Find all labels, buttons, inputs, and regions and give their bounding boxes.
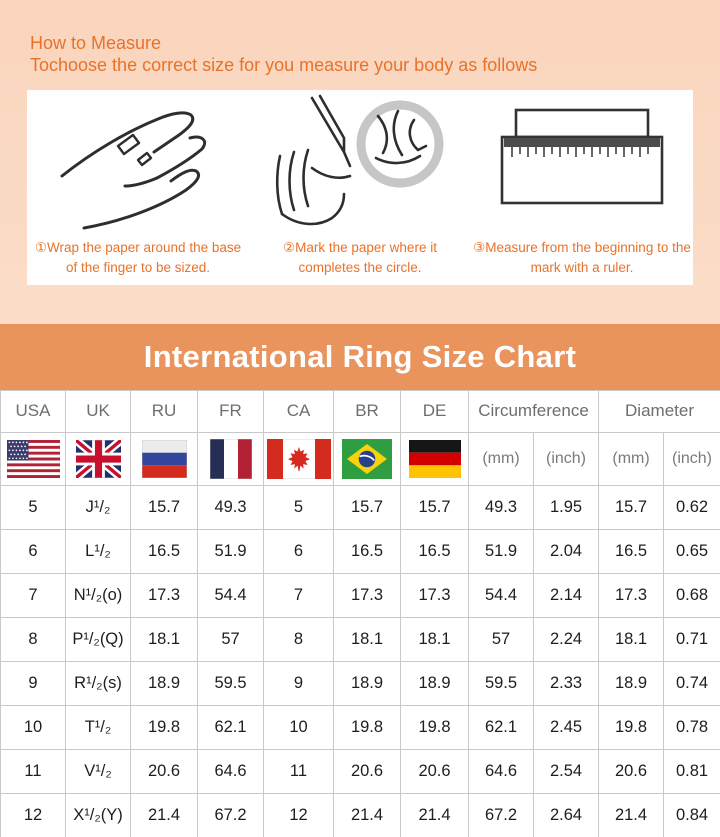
size-table-body	[1, 485, 720, 837]
col-header-usa: USA	[1, 390, 66, 432]
flag-header-row	[1, 432, 720, 485]
size-cell: 16.5	[401, 529, 469, 573]
size-cell: T¹/₂	[66, 705, 131, 749]
diameter-inch-header: (inch)	[664, 432, 720, 485]
size-cell: 20.6	[401, 749, 469, 793]
size-cell: 16.5	[131, 529, 198, 573]
size-cell: 2.33	[534, 661, 599, 705]
table-row	[1, 705, 720, 749]
size-cell: 18.1	[599, 617, 664, 661]
step-illustrations	[27, 94, 693, 234]
size-cell: 18.1	[334, 617, 401, 661]
size-cell: 2.04	[534, 529, 599, 573]
size-cell: 9	[1, 661, 66, 705]
size-cell: 17.3	[599, 573, 664, 617]
size-cell: 0.62	[664, 485, 720, 529]
size-cell: 49.3	[469, 485, 534, 529]
circumference-inch-header: (inch)	[534, 432, 599, 485]
brazil-flag-icon	[342, 439, 392, 479]
uk-flag-icon	[76, 440, 121, 478]
size-cell: V¹/₂	[66, 749, 131, 793]
size-cell: 21.4	[401, 793, 469, 837]
size-cell: 0.65	[664, 529, 720, 573]
col-header-circumference: Circumference	[469, 390, 599, 432]
size-cell: 1.95	[534, 485, 599, 529]
size-cell: 15.7	[401, 485, 469, 529]
size-cell: 15.7	[599, 485, 664, 529]
measure-steps-box	[27, 90, 693, 285]
page-title: How to Measure	[30, 33, 162, 53]
size-cell: 51.9	[469, 529, 534, 573]
step-3-figure	[471, 94, 693, 234]
step-1-figure	[27, 94, 249, 234]
size-cell: J¹/₂	[66, 485, 131, 529]
diameter-mm-header: (mm)	[599, 432, 664, 485]
step-captions	[27, 238, 693, 279]
size-cell: 49.3	[198, 485, 264, 529]
size-cell: 7	[264, 573, 334, 617]
size-cell: 5	[1, 485, 66, 529]
size-cell: 9	[264, 661, 334, 705]
france-flag-icon	[210, 439, 252, 479]
page-header	[0, 0, 720, 77]
size-cell: 18.9	[334, 661, 401, 705]
country-code-header-row	[1, 390, 720, 432]
page-subtitle: Tochoose the correct size for you measure your body as follows	[30, 54, 538, 75]
col-header-uk: UK	[66, 390, 131, 432]
size-cell: R¹/₂(s)	[66, 661, 131, 705]
size-cell: 17.3	[131, 573, 198, 617]
size-cell: 6	[1, 529, 66, 573]
col-header-ca: CA	[264, 390, 334, 432]
step-2-caption: ②Mark the paper where it completes the circle.	[283, 239, 437, 276]
col-header-ru: RU	[131, 390, 198, 432]
size-cell: 0.78	[664, 705, 720, 749]
table-row	[1, 793, 720, 837]
size-cell: 57	[198, 617, 264, 661]
size-cell: 6	[264, 529, 334, 573]
size-cell: 0.68	[664, 573, 720, 617]
size-cell: 57	[469, 617, 534, 661]
size-cell: X¹/₂(Y)	[66, 793, 131, 837]
size-cell: 64.6	[469, 749, 534, 793]
size-cell: N¹/₂(o)	[66, 573, 131, 617]
size-cell: 19.8	[401, 705, 469, 749]
size-cell: 20.6	[599, 749, 664, 793]
step-1-caption: ①Wrap the paper around the base of the finger to be sized.	[34, 239, 242, 276]
step-2-figure	[249, 94, 471, 234]
size-cell: 16.5	[599, 529, 664, 573]
col-header-br: BR	[334, 390, 401, 432]
size-cell: L¹/₂	[66, 529, 131, 573]
size-cell: 62.1	[469, 705, 534, 749]
size-cell: 10	[264, 705, 334, 749]
size-cell: 2.64	[534, 793, 599, 837]
hand-with-paper-strip-icon	[32, 94, 244, 234]
size-cell: 12	[264, 793, 334, 837]
size-cell: 2.45	[534, 705, 599, 749]
size-cell: 10	[1, 705, 66, 749]
size-cell: 19.8	[599, 705, 664, 749]
table-row	[1, 749, 720, 793]
size-cell: 8	[1, 617, 66, 661]
size-cell: 2.14	[534, 573, 599, 617]
size-cell: 18.9	[131, 661, 198, 705]
size-cell: 51.9	[198, 529, 264, 573]
size-cell: 64.6	[198, 749, 264, 793]
size-cell: 15.7	[131, 485, 198, 529]
size-cell: 0.81	[664, 749, 720, 793]
size-cell: 0.84	[664, 793, 720, 837]
table-row	[1, 617, 720, 661]
size-cell: 2.24	[534, 617, 599, 661]
size-cell: 8	[264, 617, 334, 661]
size-cell: 21.4	[334, 793, 401, 837]
russia-flag-icon	[142, 440, 187, 478]
size-cell: 20.6	[131, 749, 198, 793]
table-row	[1, 529, 720, 573]
size-cell: 15.7	[334, 485, 401, 529]
size-cell: 2.54	[534, 749, 599, 793]
table-row	[1, 661, 720, 705]
canada-flag-icon	[267, 439, 331, 479]
size-cell: 21.4	[131, 793, 198, 837]
size-cell: 0.74	[664, 661, 720, 705]
size-cell: 62.1	[198, 705, 264, 749]
size-cell: 67.2	[469, 793, 534, 837]
size-cell: 54.4	[469, 573, 534, 617]
size-cell: 5	[264, 485, 334, 529]
circumference-mm-header: (mm)	[469, 432, 534, 485]
hand-marking-with-pen-icon	[254, 94, 466, 234]
size-cell: 18.1	[131, 617, 198, 661]
size-cell: 18.9	[599, 661, 664, 705]
size-cell: 12	[1, 793, 66, 837]
size-cell: 11	[1, 749, 66, 793]
col-header-fr: FR	[198, 390, 264, 432]
col-header-diameter: Diameter	[599, 390, 720, 432]
ring-size-table	[0, 390, 720, 837]
size-cell: 17.3	[401, 573, 469, 617]
chart-banner-title: International Ring Size Chart	[143, 338, 577, 374]
size-cell: 21.4	[599, 793, 664, 837]
size-cell: 54.4	[198, 573, 264, 617]
size-cell: P¹/₂(Q)	[66, 617, 131, 661]
col-header-de: DE	[401, 390, 469, 432]
size-cell: 59.5	[198, 661, 264, 705]
size-cell: 59.5	[469, 661, 534, 705]
step-3-caption: ③Measure from the beginning to the mark with a ruler.	[473, 239, 691, 276]
chart-banner	[0, 324, 720, 390]
size-cell: 11	[264, 749, 334, 793]
usa-flag-icon	[7, 440, 60, 478]
germany-flag-icon	[409, 440, 461, 478]
size-cell: 18.1	[401, 617, 469, 661]
table-row	[1, 573, 720, 617]
size-cell: 7	[1, 573, 66, 617]
size-cell: 18.9	[401, 661, 469, 705]
table-row	[1, 485, 720, 529]
size-cell: 19.8	[131, 705, 198, 749]
size-cell: 67.2	[198, 793, 264, 837]
size-cell: 17.3	[334, 573, 401, 617]
size-cell: 20.6	[334, 749, 401, 793]
size-cell: 0.71	[664, 617, 720, 661]
ruler-with-paper-strip-icon	[476, 94, 688, 234]
size-cell: 19.8	[334, 705, 401, 749]
size-cell: 16.5	[334, 529, 401, 573]
